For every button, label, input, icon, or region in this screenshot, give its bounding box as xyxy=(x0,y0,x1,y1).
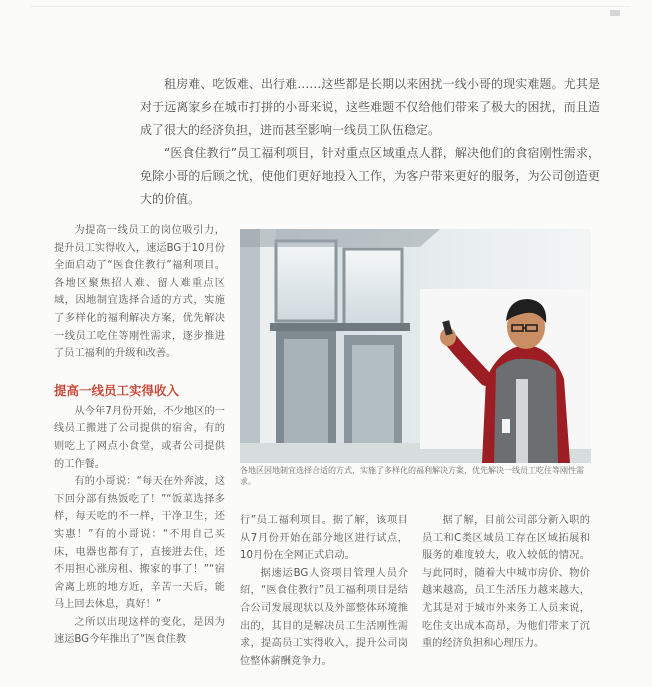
intro-paragraph: “医食住教行”员工福利项目，针对重点区域重点人群，解决他们的食宿刚性需求，免除小哥的后顾之忧，使他们更好地投入工作，为客户带来更好的服务，为公司创造更大的价值。 xyxy=(140,146,600,206)
body-paragraph: 之所以出现这样的变化，是因为速运BG今年推出了“医食住教 xyxy=(54,616,225,646)
section-heading: 提高一线员工实得收入 xyxy=(54,382,180,398)
body-paragraph: 据速运BG人资项目管理人员介绍，“医食住教行”员工福利项目是结合公司发展现状以及外部整体环境推出的，其目的是解决员工生活刚性需求，提高员工实得收入，提升公司岗位整体薪酬竞争力。 xyxy=(240,567,408,667)
courier-photo xyxy=(240,229,591,463)
top-rule xyxy=(30,6,630,7)
body-paragraph: 为提高一线员工的岗位吸引力，提升员工实得收入，速运BG于10月份全面启动了“医食住教行”福利项目。各地区聚焦招人难、留人难重点区域，因地制宜选择合适的方式，实施了多样化的福利解决方案，优先解决一线员工吃住等刚性需求，逐步推进了员工福利的升级和改善。 xyxy=(54,225,225,360)
body-paragraph: 有的小哥说：“每天在外奔波，这下回分部有热饭吃了！”“饭菜选择多样，每天吃的不一样，干净卫生，还实惠！”有的小哥说：“不用自己买床，电器也都有了，直接进去住，还不用担心涨房租、搬家的事了！”“宿舍离上班的地方近，辛苦一天后，能马上回去休息，真好！” xyxy=(54,476,225,611)
page-corner-mark xyxy=(610,10,620,16)
middle-column xyxy=(240,512,408,670)
body-paragraph: 从今年7月份开始，不少地区的一线员工搬进了公司提供的宿舍，有的则吃上了网点小食堂，或者公司提供的工作餐。 xyxy=(54,405,225,470)
left-column xyxy=(54,222,225,649)
intro-section xyxy=(140,73,600,211)
courier-photo-illustration xyxy=(240,229,591,463)
photo-caption: 各地区因地制宜选择合适的方式，实施了多样化的福利解决方案，优先解决一线员工吃住等刚性需求。 xyxy=(240,466,584,486)
body-paragraph: 行”员工福利项目。据了解，该项目从7月份开始在部分地区进行试点，10月份在全网正式启动。 xyxy=(240,515,408,562)
body-paragraph: 据了解，目前公司部分新入职的员工和C类区域员工存在区域拓展和服务的难度较大，收入较低的情况。与此同时，随着大中城市房价、物价越来越高，员工生活压力越来越大，尤其是对于城市外来务工人员来说，吃住支出成本高昂，为他们带来了沉重的经济负担和心理压力。 xyxy=(422,515,590,650)
intro-paragraph: 租房难、吃饭难、出行难……这些都是长期以来困扰一线小哥的现实难题。尤其是对于远离家乡在城市打拼的小哥来说，这些难题不仅给他们带来了极大的困扰，而且造成了很大的经济负担，进而甚至影响一线员工队伍稳定。 xyxy=(140,77,600,137)
right-column xyxy=(422,512,590,653)
